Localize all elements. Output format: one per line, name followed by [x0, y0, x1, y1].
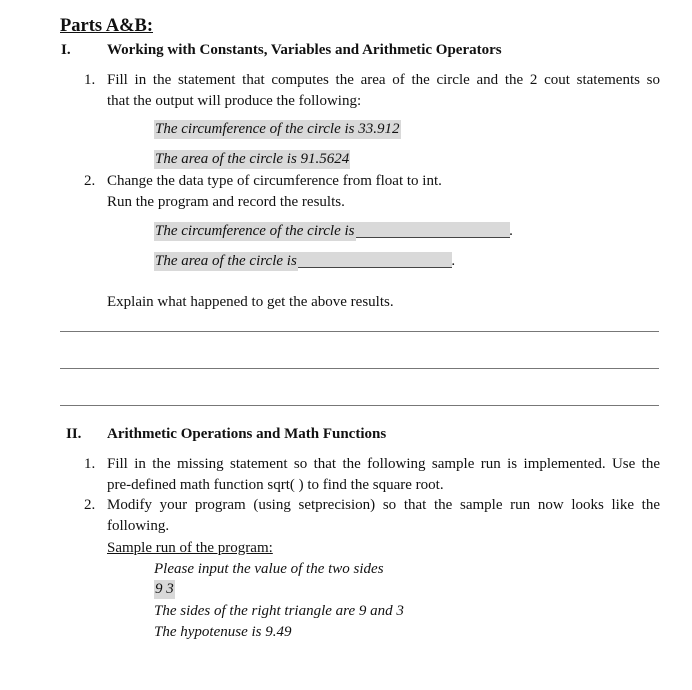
item-1-line1: Fill in the statement that computes the area of the circle and the 2 cout statements so [107, 72, 660, 88]
answer-line-1[interactable] [60, 331, 659, 332]
s2-item-1-line1: Fill in the missing statement so that the following sample run is implemented. Use the [107, 456, 660, 472]
sample-hypotenuse: The hypotenuse is 9.49 [154, 624, 292, 640]
result-area-label: The area of the circle is [155, 253, 297, 269]
s2-item-1-line2: pre-defined math function sqrt( ) to find the square root. [107, 477, 444, 493]
s2-item-2-line1: Modify your program (using setprecision) so that the sample run now looks like the [107, 497, 660, 513]
sample-input: 9 3 [155, 581, 174, 597]
expected-output-circumference [154, 121, 401, 138]
item-2-number: 2. [84, 173, 96, 189]
answer-line-2[interactable] [60, 368, 659, 369]
result-circumference-label: The circumference of the circle is [155, 223, 355, 239]
section-1-heading: Working with Constants, Variables and Arithmetic Operators [107, 42, 502, 58]
s2-item-1-number: 1. [84, 456, 96, 472]
explain-prompt: Explain what happened to get the above results. [107, 294, 394, 310]
expected-output-area-text: The area of the circle is 91.5624 [155, 151, 350, 167]
result-circumference-row [154, 222, 513, 240]
result-area-blank[interactable] [298, 252, 452, 268]
expected-output-area [154, 151, 350, 168]
section-2-numeral: II. [66, 426, 82, 442]
sample-run-label: Sample run of the program: [107, 540, 273, 556]
section-2-heading: Arithmetic Operations and Math Functions [107, 426, 387, 442]
s2-item-2-line2: following. [107, 518, 170, 534]
item-2-line1: Change the data type of circumference from float to int. [107, 173, 442, 189]
item-1-number: 1. [84, 72, 96, 88]
sample-sides: The sides of the right triangle are 9 and 3 [154, 603, 404, 619]
result-circumference-blank[interactable] [356, 222, 510, 238]
page-title: Parts A&B: [60, 16, 153, 36]
result-area-period: . [451, 253, 456, 269]
result-area-row [154, 252, 456, 270]
result-circumference-period: . [509, 223, 514, 239]
sample-input-row [154, 581, 175, 598]
answer-line-3[interactable] [60, 405, 659, 406]
item-1-line2: that the output will produce the following: [107, 93, 362, 109]
item-2-line2: Run the program and record the results. [107, 194, 345, 210]
s2-item-2-number: 2. [84, 497, 96, 513]
sample-prompt: Please input the value of the two sides [154, 561, 384, 577]
section-1-numeral: I. [61, 42, 71, 58]
expected-output-circumference-text: The circumference of the circle is 33.912 [155, 121, 400, 137]
